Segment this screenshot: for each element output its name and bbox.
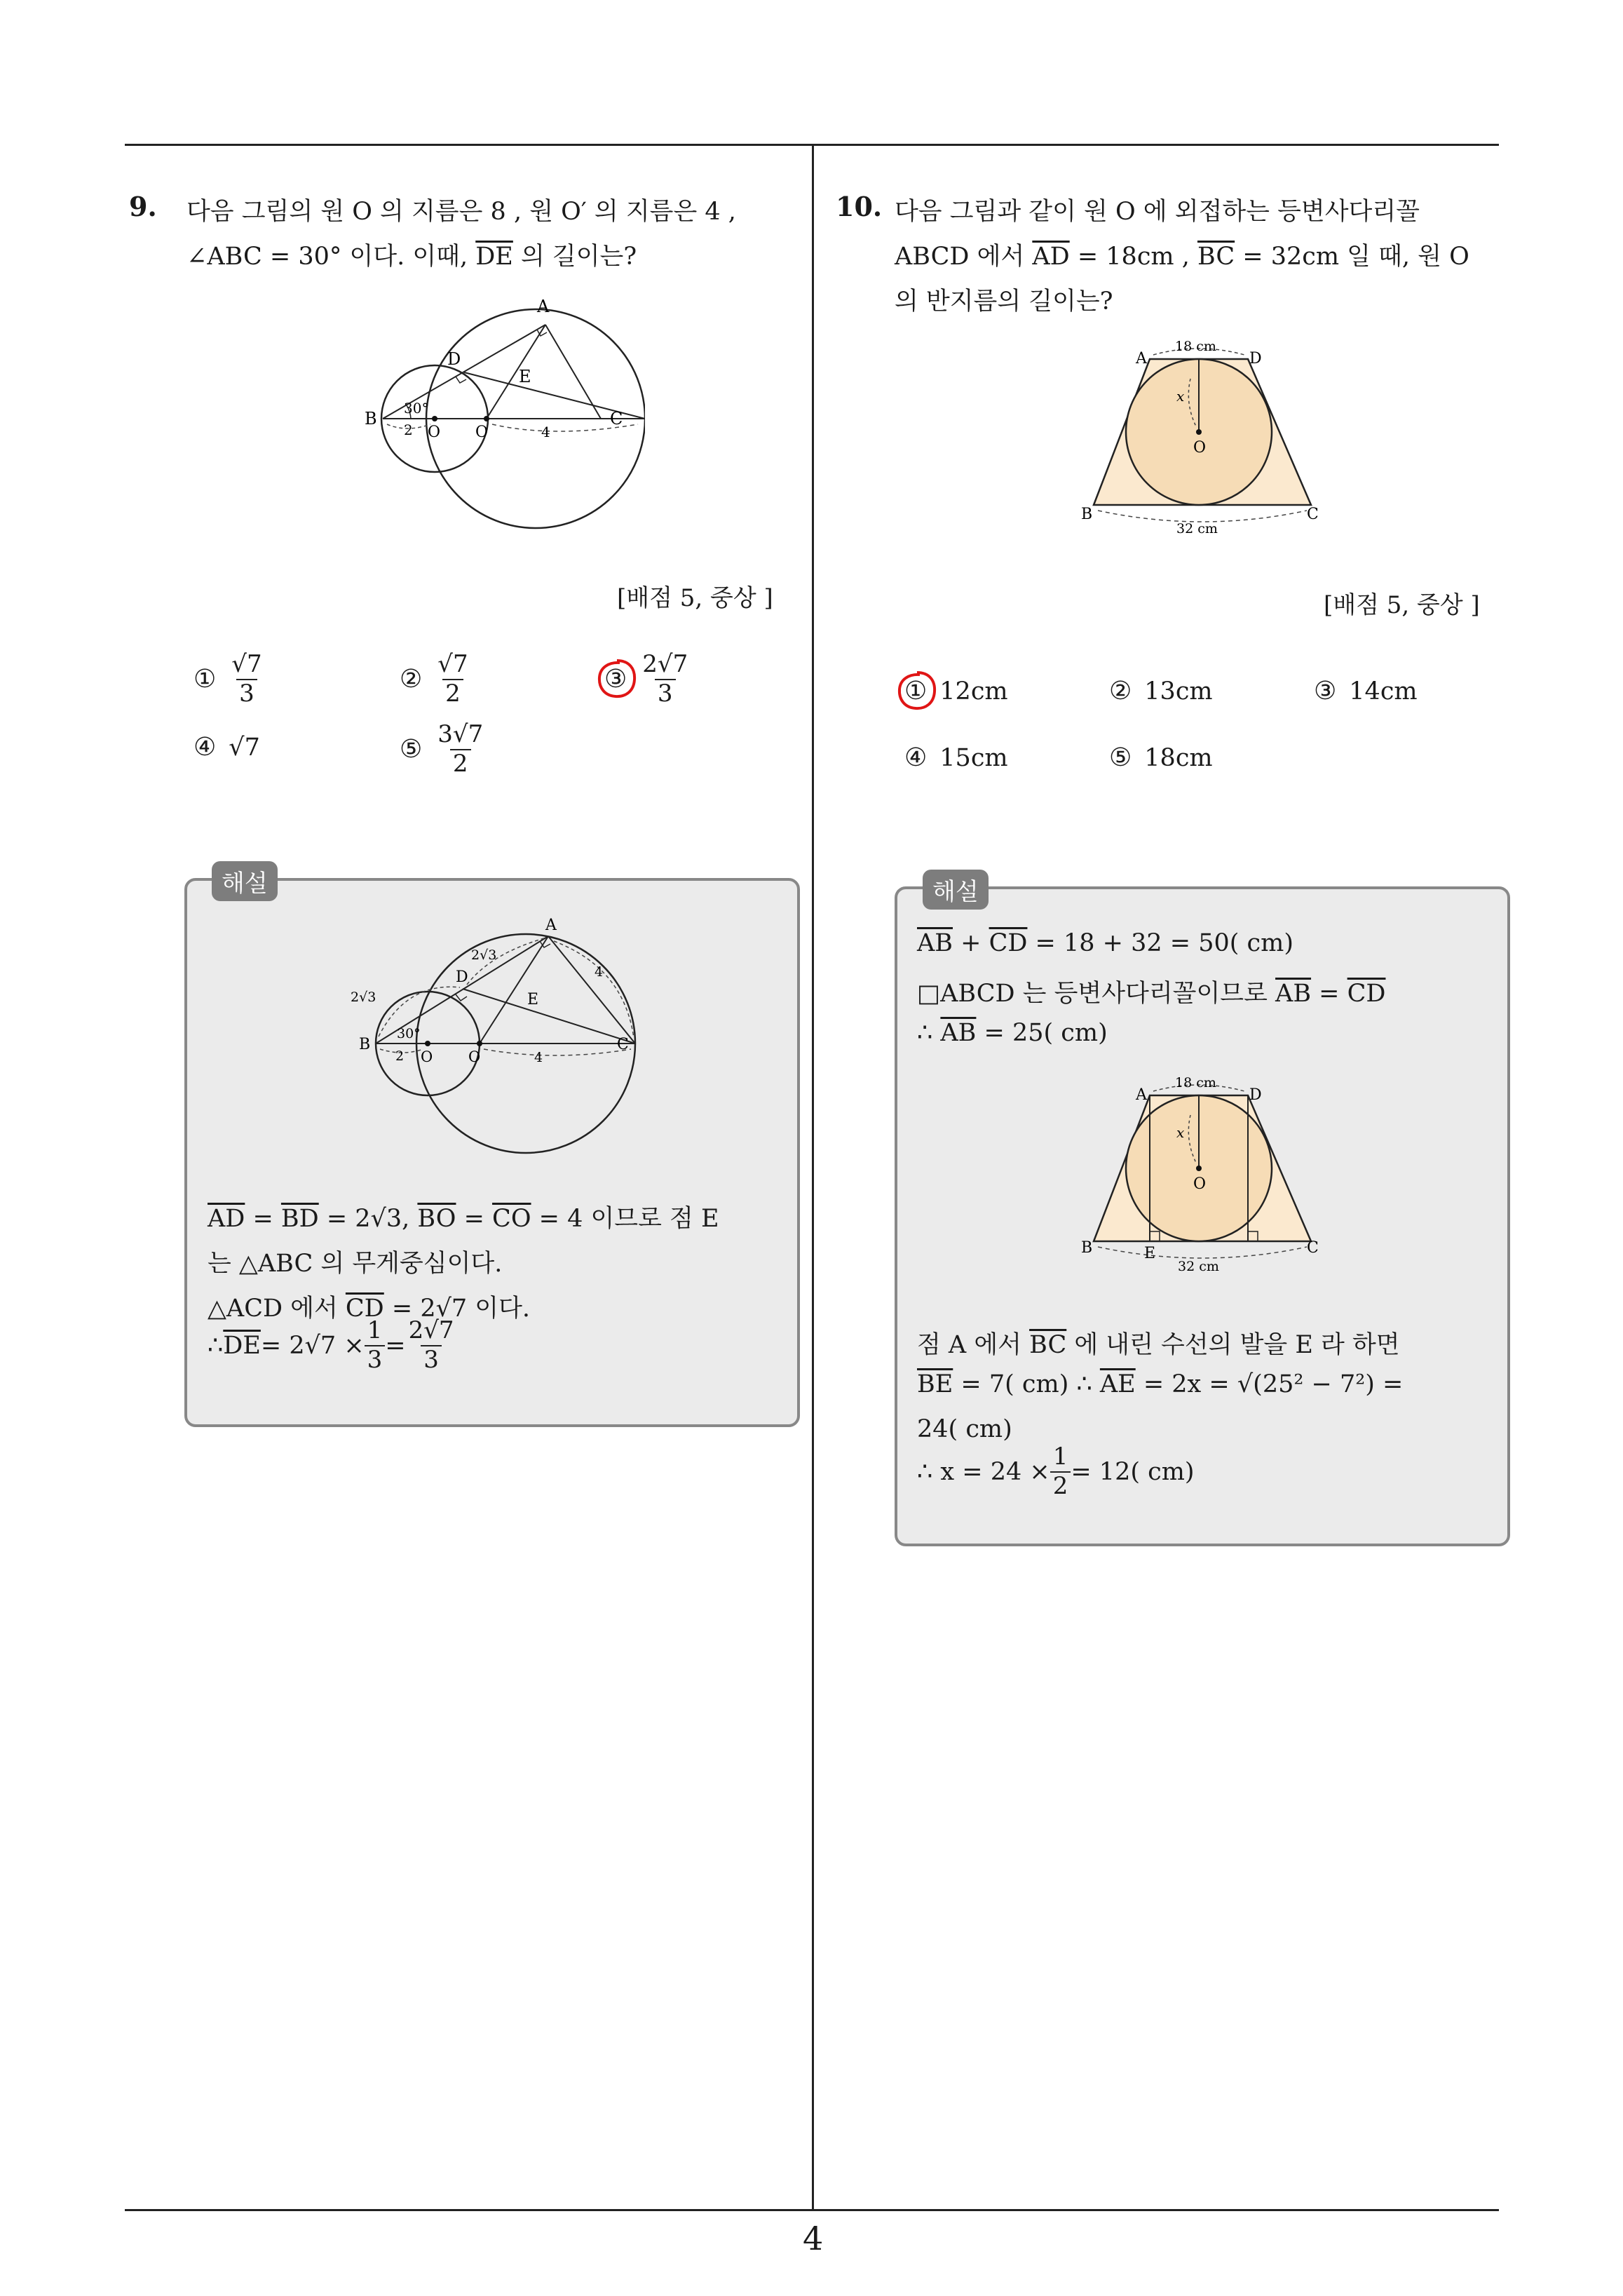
q9-explanation-figure — [351, 912, 645, 1164]
fig10-label-C: C — [1307, 506, 1319, 523]
fig9e-label-E: E — [527, 991, 539, 1008]
q10-choice-4[interactable]: ④ 15cm — [904, 743, 1008, 772]
fig9-label-O: O — [428, 424, 441, 441]
fig9-label-two: 2 — [404, 421, 413, 438]
fig9-label-four: 4 — [541, 424, 550, 440]
fig9-label-C: C — [610, 409, 623, 428]
q10-choice-3[interactable]: ③ 14cm — [1314, 677, 1418, 705]
fig9e-label-4-bottom: 4 — [534, 1050, 543, 1065]
fig10e-label-B: B — [1081, 1239, 1093, 1257]
fig10-label-top: 18 cm — [1175, 339, 1216, 354]
q9-choice-1[interactable]: ① $\frac{√7}{3}$ — [193, 650, 262, 708]
fig10e-label-D: D — [1249, 1086, 1262, 1104]
question-10-line3: 의 반지름의 길이는? — [895, 288, 1113, 316]
fig9-label-angle: 30° — [404, 400, 429, 417]
q10-explanation-figure — [1073, 1073, 1339, 1276]
page-number: 4 — [803, 2220, 824, 2257]
q10-choice-2[interactable]: ② 13cm — [1109, 677, 1213, 705]
bottom-rule — [125, 2209, 1499, 2211]
q9-expl-line2: 는 △ABC 의 무게중심이다. — [208, 1250, 503, 1278]
fig9-label-B: B — [365, 409, 377, 428]
q10-explanation-tag: 해설 — [923, 870, 989, 910]
fig10-label-A: A — [1136, 350, 1147, 367]
q9-expl-line3: △ACD 에서 $\overline{CD} = 2√7$ 이다. — [208, 1295, 531, 1323]
fig9-label-O2: O — [475, 424, 489, 441]
fig9e-label-two: 2 — [395, 1048, 405, 1064]
fig10e-label-E: E — [1144, 1245, 1156, 1262]
fig9e-label-B: B — [359, 1036, 371, 1053]
column-divider — [812, 144, 814, 2211]
question-9-line1: 다음 그림의 원 O 의 지름은 8 , 원 O′ 의 지름은 4 , — [186, 198, 736, 226]
fig9e-label-O: O — [421, 1048, 433, 1065]
fig9e-label-C: C — [617, 1036, 629, 1053]
q9-choice-2[interactable]: ② $\frac{√7}{2}$ — [400, 650, 468, 708]
question-9-number: 9. — [129, 191, 157, 222]
q10-expl-line7: ∴ x = 24 × $\frac{1}{2}$ = 12( cm) — [917, 1443, 1195, 1500]
question-10-figure — [1073, 337, 1339, 540]
fig9-label-D: D — [447, 349, 461, 369]
q9-choice-5[interactable]: ⑤ $\frac{3√7}{2}$ — [400, 720, 484, 778]
selected-circle-mark-icon — [895, 668, 939, 713]
fig10-label-D: D — [1249, 350, 1262, 367]
question-9-figure — [351, 284, 645, 543]
q10-expl-line5: $\overline{BE} = 7$( cm) ∴ $\overline{AE} = 2x = √(25^2 - 7^2)$ = — [917, 1370, 1404, 1398]
fig10e-label-O: O — [1193, 1175, 1207, 1193]
q9-expl-line1: $\overline{AD} = \overline{BD} = 2√3$, $\overline{BO} = \overline{CO} = 4$ 이므로 점 E — [208, 1205, 719, 1233]
fig9e-label-2root3-b: 2√3 — [471, 947, 497, 963]
fig9e-label-A: A — [545, 917, 557, 934]
fig9-label-E: E — [519, 367, 531, 386]
fig10e-label-x: x — [1176, 1124, 1185, 1141]
fig9-label-A: A — [537, 297, 550, 316]
q9-explanation-tag: 해설 — [212, 861, 278, 901]
fig9e-label-2root3-a: 2√3 — [351, 990, 376, 1005]
fig10-label-x: x — [1176, 388, 1185, 405]
q10-expl-line4: 점 A 에서 $\overline{BC}$ 에 내린 수선의 발을 E 라 하면 — [917, 1331, 1400, 1359]
q10-expl-line1: $\overline{AB} + \overline{CD} = 18 + 32 = 50$( cm) — [917, 929, 1293, 957]
question-9-score: [배점 5, 중상 ] — [617, 584, 773, 612]
fig10-label-O: O — [1193, 439, 1207, 457]
q10-choice-5[interactable]: ⑤ 18cm — [1109, 743, 1213, 772]
q10-choice-1[interactable]: ① 12cm — [904, 677, 1008, 705]
fig10e-label-A: A — [1136, 1086, 1147, 1104]
question-9-line2: ∠ABC = 30° 이다. 이때, $\overline{DE}$ 의 길이는? — [186, 243, 637, 271]
q10-expl-line2: □ABCD 는 등변사다리꼴이므로 $\overline{AB} = \overline{CD}$ — [917, 980, 1386, 1008]
question-10-line1: 다음 그림과 같이 원 O 에 외접하는 등변사다리꼴 — [895, 198, 1420, 226]
fig10-label-bottom: 32 cm — [1176, 521, 1218, 536]
question-10-line2: ABCD 에서 $\overline{AD} = 18cm$ , $\overline{BC} = 32cm$ 일 때, 원 O — [895, 243, 1469, 271]
fig9e-label-O2: O — [468, 1048, 481, 1065]
selected-circle-mark-icon — [595, 656, 639, 701]
q10-expl-line3: ∴ $\overline{AB} = 25$( cm) — [917, 1019, 1108, 1047]
fig9e-label-D: D — [456, 968, 468, 986]
q9-choice-3[interactable]: ③ $\frac{2√7}{3}$ — [604, 652, 691, 706]
question-10-score: [배점 5, 중상 ] — [1324, 591, 1480, 619]
fig10e-label-bottom: 32 cm — [1178, 1259, 1219, 1274]
fig10e-label-C: C — [1307, 1239, 1319, 1257]
q9-expl-line4: ∴ $\overline{DE}$ = 2√7 × $\frac{1}{3}$ = $\frac{2√7}{3}$ — [208, 1316, 454, 1374]
q10-expl-line6: 24( cm) — [917, 1415, 1012, 1443]
fig9e-label-4-top: 4 — [595, 964, 604, 980]
fig10-label-B: B — [1081, 506, 1093, 523]
question-10-number: 10. — [836, 191, 883, 222]
fig9e-label-angle: 30° — [397, 1026, 421, 1041]
q9-choice-4[interactable]: ④ √7 — [193, 733, 260, 762]
fig10e-label-top: 18 cm — [1175, 1075, 1216, 1090]
